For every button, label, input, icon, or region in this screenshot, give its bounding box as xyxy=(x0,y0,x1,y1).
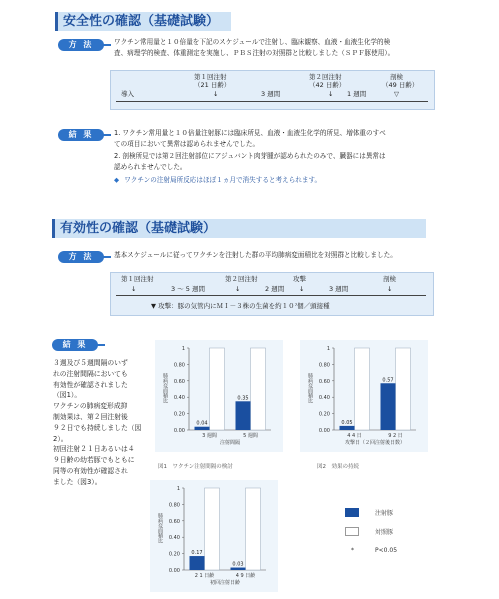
safety-result-2a: 2. 剖検所見では第２回注射部位にアジュバント肉芽腫が認められたのみで、臓器には異常は xyxy=(114,152,386,160)
data-label: 0.03 xyxy=(232,561,244,568)
safety-note-text: ワクチンの注射局所反応はほぼ１ヵ月で消失すると考えられます。 xyxy=(124,176,322,184)
side-text-line: 2）。 xyxy=(53,434,68,443)
safety-schedule-necropsy-age: （49 日齢） xyxy=(382,81,419,89)
safety-schedule-interval-2: 1 週間 xyxy=(347,90,367,98)
bar-control xyxy=(246,488,261,570)
x-tick-label: 4 9 日齢 xyxy=(235,573,256,579)
x-tick-label: 2 1 日齢 xyxy=(194,573,215,579)
y-tick-label: 0.60 xyxy=(318,378,330,385)
safety-schedule-inj1: 第１回注射 xyxy=(194,73,227,81)
y-tick-label: 1 xyxy=(181,346,185,352)
bar-vaccinated xyxy=(340,426,355,430)
bar-vaccinated xyxy=(231,568,246,570)
y-tick-label: 1 xyxy=(326,346,330,352)
efficacy-schedule-arrow-2: ↓ xyxy=(235,285,241,293)
side-text-line: ９２日でも持続しました（図 xyxy=(53,423,142,432)
efficacy-schedule-challenge: 攻撃 xyxy=(293,275,306,283)
efficacy-schedule-interval-1: 3 ～ 5 週間 xyxy=(171,285,205,293)
efficacy-result-label: 結 果 xyxy=(52,339,98,351)
efficacy-schedule-arrow-3: ↓ xyxy=(299,285,305,293)
x-tick-label: 4 4 日 xyxy=(347,433,362,439)
data-label: 0.57 xyxy=(382,377,394,384)
y-tick-label: 0.60 xyxy=(173,378,185,385)
safety-method-text-2: 査、病理学的検査、体重測定を実施し、ＰＢＳ注射の対照群と比較しました（ＳＰＦ豚使用）。 xyxy=(114,49,395,57)
bar-vaccinated xyxy=(381,383,396,430)
efficacy-schedule-arrow-4: ↓ xyxy=(387,285,393,293)
safety-schedule-triangle: ▽ xyxy=(394,90,399,98)
side-text-line: ９日齢の幼若豚でもともに xyxy=(53,456,135,465)
safety-schedule-arrow-1: ↓ xyxy=(213,90,219,98)
efficacy-method-label: 方 法 xyxy=(58,251,104,263)
bar-vaccinated xyxy=(236,401,251,430)
y-tick-label: 0.20 xyxy=(173,411,185,418)
y-axis-label: 肺病変面積比 xyxy=(157,513,163,543)
legend-label-vaccinated: 注射豚 xyxy=(375,510,394,517)
diamond-bullet-icon: ◆ xyxy=(114,176,120,184)
chart-1 xyxy=(155,340,283,452)
safety-schedule-inj1-age: （21 日齢） xyxy=(194,81,231,89)
bar-vaccinated xyxy=(195,427,210,430)
safety-method-label: 方 法 xyxy=(58,39,104,51)
safety-result-2b: 認められませんでした。 xyxy=(114,163,187,171)
safety-schedule-arrow-2: ↓ xyxy=(328,90,334,98)
legend-sig-mark: * xyxy=(351,547,354,554)
safety-schedule-interval-1: 3 週間 xyxy=(261,90,281,98)
chart-2-panel xyxy=(300,340,428,452)
efficacy-schedule-arrow-1: ↓ xyxy=(131,285,137,293)
safety-schedule-necropsy: 剖検 xyxy=(390,73,403,81)
chart-3-panel xyxy=(150,480,278,592)
efficacy-schedule-interval-2: 2 週間 xyxy=(265,285,285,293)
y-tick-label: 0.80 xyxy=(168,502,180,509)
legend-sig-label: P<0.05 xyxy=(375,547,398,554)
side-text-line: 制効果は、第２回注射後 xyxy=(53,412,128,421)
x-axis-label: 攻撃日（２回注射後日数） xyxy=(344,440,406,446)
chart-2 xyxy=(300,340,428,452)
bar-control xyxy=(355,348,370,430)
x-axis-label: 初回注射日齢 xyxy=(209,580,241,586)
safety-schedule-timeline xyxy=(116,101,428,102)
y-tick-label: 0.00 xyxy=(168,568,180,574)
y-tick-label: 0.80 xyxy=(318,362,330,369)
safety-schedule-inj2: 第２回注射 xyxy=(309,73,342,81)
efficacy-schedule-timeline xyxy=(116,295,426,296)
safety-schedule-inj2-age: （42 日齢） xyxy=(309,81,346,89)
legend-swatch-control xyxy=(345,527,359,536)
side-text-line: れの注射間隔においても xyxy=(53,369,128,378)
efficacy-schedule-note: ▼ 攻撃：豚の気管内にＭＩ－３株の生菌を約１０⁷個／頭接種 xyxy=(151,302,330,310)
data-label: 0.04 xyxy=(196,420,208,427)
chart-3 xyxy=(150,480,278,592)
bar-control xyxy=(205,488,220,570)
y-tick-label: 0.40 xyxy=(173,395,185,402)
efficacy-schedule-box xyxy=(110,272,434,316)
side-text-line: 有効性が確認されました xyxy=(53,380,128,389)
y-axis-label: 肺病変面積比 xyxy=(307,373,313,403)
safety-section-title: 安全性の確認（基礎試験） xyxy=(55,12,231,31)
side-text-line: 同等の有効性が確認され xyxy=(53,466,128,475)
data-label: 0.17 xyxy=(191,550,203,557)
efficacy-side-text xyxy=(53,358,149,488)
side-text-line: ３週及び５週間隔のいず xyxy=(53,359,128,367)
safety-result-1a: 1. ワクチン常用量と１０倍量注射豚には臨床所見、血液・血液生化学的所見、増体重のすべ xyxy=(114,129,386,137)
bar-control xyxy=(210,348,225,430)
chart-1-caption: 図1 ワクチン注射間隔の検討 xyxy=(158,464,233,470)
bar-control xyxy=(396,348,411,430)
efficacy-method-text: 基本スケジュールに従ってワクチンを注射した群の平均肺病変面積比を対照群と比較しました。 xyxy=(114,251,397,259)
y-tick-label: 0.20 xyxy=(318,411,330,418)
safety-note xyxy=(114,175,321,186)
efficacy-schedule-necropsy: 剖検 xyxy=(383,275,396,283)
side-text-line: 初回注射２１日あるいは４ xyxy=(53,445,135,454)
y-tick-label: 0.20 xyxy=(168,551,180,558)
x-axis-label: 注射間隔 xyxy=(219,440,241,446)
side-text-line: （図1）。 xyxy=(53,391,82,400)
side-text-line: ました（図3）。 xyxy=(53,477,102,486)
safety-result-1b: ての項目において異常は認められませんでした。 xyxy=(114,140,260,148)
legend xyxy=(345,505,435,565)
chart-1-panel xyxy=(155,340,283,452)
x-tick-label: 3 週間 xyxy=(202,433,217,439)
chart-2-caption: 図2 効果の持続 xyxy=(317,464,359,470)
efficacy-schedule-interval-3: 3 週間 xyxy=(329,285,349,293)
y-tick-label: 0.00 xyxy=(173,428,185,434)
safety-schedule-intro: 導入 xyxy=(121,90,134,98)
y-tick-label: 0.40 xyxy=(318,395,330,402)
y-tick-label: 0.80 xyxy=(173,362,185,369)
efficacy-section-title: 有効性の確認（基礎試験） xyxy=(52,219,426,238)
efficacy-schedule-inj1: 第１回注射 xyxy=(121,275,154,283)
y-tick-label: 0.40 xyxy=(168,535,180,542)
x-tick-label: 5 週間 xyxy=(243,433,258,439)
y-tick-label: 1 xyxy=(176,486,180,492)
side-text-line: ワクチンの肺病変形成抑 xyxy=(53,402,128,411)
safety-schedule-box xyxy=(110,70,435,110)
safety-result-label: 結 果 xyxy=(58,129,104,141)
y-axis-label: 肺病変面積比 xyxy=(162,373,168,403)
legend-swatch-vaccinated xyxy=(345,508,359,517)
safety-method-text-1: ワクチン常用量と１０倍量を下記のスケジュールで注射し、臨床観察、血液・血液生化学的検 xyxy=(114,38,391,46)
data-label: 0.35 xyxy=(237,395,249,402)
efficacy-schedule-inj2: 第２回注射 xyxy=(225,275,258,283)
bar-vaccinated xyxy=(190,556,205,570)
data-label: 0.05 xyxy=(341,419,353,426)
y-tick-label: 0.60 xyxy=(168,518,180,525)
y-tick-label: 0.00 xyxy=(318,428,330,434)
legend-label-control: 対照豚 xyxy=(375,529,394,536)
x-tick-label: 9 2 日 xyxy=(388,433,403,439)
bar-control xyxy=(251,348,266,430)
